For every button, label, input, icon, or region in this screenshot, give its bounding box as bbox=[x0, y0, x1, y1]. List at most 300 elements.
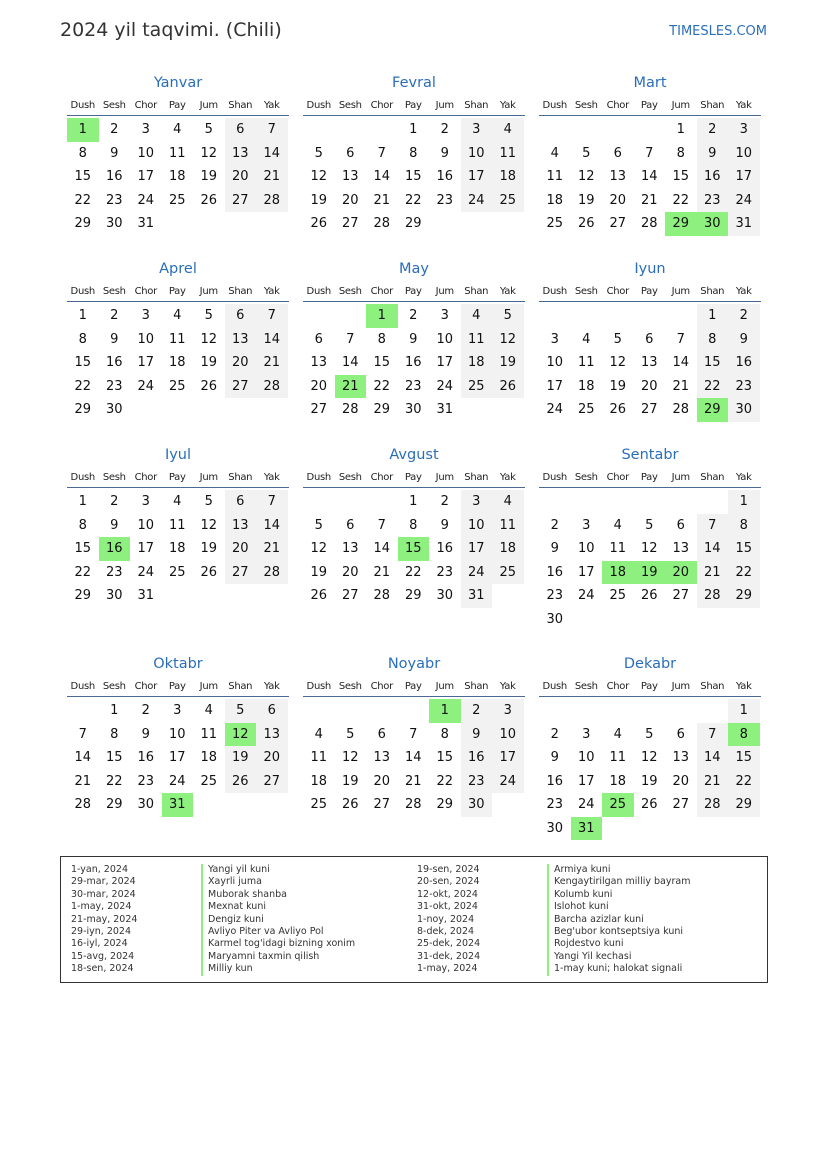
day-cell: 25 bbox=[310, 797, 328, 812]
weekday-label: Jum bbox=[671, 100, 690, 111]
day-cell: 30 bbox=[546, 611, 564, 627]
day-cell: 14 bbox=[256, 142, 288, 166]
day-cell: 5 bbox=[492, 304, 524, 328]
day-cell: 18 bbox=[577, 378, 595, 394]
day-cell: 10 bbox=[436, 331, 454, 347]
day-cell: 10 bbox=[168, 726, 186, 742]
day-cell: 7 bbox=[377, 517, 386, 533]
month-name: Avgust bbox=[389, 447, 439, 463]
page-title: 2024 yil taqvimi. (Chili) bbox=[60, 19, 282, 41]
day-cell: 14 bbox=[256, 514, 288, 538]
day-cell: 2 bbox=[697, 118, 729, 142]
day-cell: 8 bbox=[110, 726, 119, 742]
day-cell: 2 bbox=[728, 304, 760, 328]
day-cell: 15 bbox=[74, 169, 92, 184]
legend-dates-right bbox=[417, 864, 480, 976]
day-cell: 27 bbox=[310, 402, 328, 417]
weekday-label: Sesh bbox=[574, 286, 598, 297]
day-cell: 20 bbox=[341, 192, 359, 208]
day-cell: 11 bbox=[609, 541, 627, 556]
day-cell: 21 bbox=[74, 773, 92, 789]
weekday-label: Chor bbox=[606, 100, 629, 111]
day-cell: 8 bbox=[78, 145, 87, 161]
holiday-name: Maryamni taxmin qilish bbox=[201, 951, 355, 963]
day-cell: 1 bbox=[110, 703, 119, 718]
day-cell: 23 bbox=[436, 564, 454, 580]
holiday-cell: 25 bbox=[602, 793, 634, 817]
empty-cell bbox=[602, 304, 634, 328]
weekday-label: Dush bbox=[70, 286, 95, 297]
day-cell: 11 bbox=[577, 355, 595, 370]
day-cell: 10 bbox=[461, 514, 493, 538]
weekday-label: Chor bbox=[370, 472, 393, 483]
holiday-name: Kengaytirilgan milliy bayram bbox=[547, 876, 690, 888]
day-cell: 2 bbox=[550, 726, 559, 742]
day-cell: 25 bbox=[492, 561, 524, 585]
day-cell: 5 bbox=[346, 726, 355, 742]
day-cell: 25 bbox=[168, 378, 186, 394]
holiday-name: Islohot kuni bbox=[547, 901, 690, 913]
weekday-label: Sesh bbox=[574, 681, 598, 692]
day-cell: 18 bbox=[168, 169, 186, 184]
holiday-date: 21-may, 2024 bbox=[71, 913, 138, 925]
weekday-label: Shan bbox=[464, 286, 489, 297]
weekday-label: Yak bbox=[263, 286, 280, 297]
day-cell: 2 bbox=[110, 308, 119, 323]
day-cell: 27 bbox=[373, 797, 391, 812]
day-cell: 28 bbox=[640, 216, 658, 231]
weekday-label: Shan bbox=[228, 100, 253, 111]
day-cell: 3 bbox=[461, 490, 493, 514]
day-cell: 7 bbox=[697, 514, 729, 538]
day-cell: 30 bbox=[728, 398, 760, 422]
day-cell: 2 bbox=[409, 308, 418, 323]
day-cell: 18 bbox=[310, 773, 328, 789]
holiday-name: Xayrli juma bbox=[201, 876, 355, 888]
day-cell: 22 bbox=[74, 564, 92, 580]
weekday-label: Jum bbox=[435, 681, 454, 692]
weekday-header bbox=[539, 467, 761, 488]
holiday-cell: 31 bbox=[162, 793, 194, 817]
empty-cell bbox=[602, 699, 634, 723]
weekday-label: Jum bbox=[671, 472, 690, 483]
empty-cell bbox=[539, 304, 571, 328]
holiday-date: 31-okt, 2024 bbox=[417, 901, 478, 913]
day-cell: 19 bbox=[200, 541, 218, 556]
day-cell: 1 bbox=[78, 308, 87, 323]
day-cell: 17 bbox=[492, 746, 524, 770]
holiday-date: 1-noy, 2024 bbox=[417, 913, 475, 925]
day-cell: 26 bbox=[200, 192, 218, 208]
day-cell: 16 bbox=[728, 351, 760, 375]
weekday-label: Yak bbox=[499, 472, 516, 483]
weekday-label: Shan bbox=[700, 681, 725, 692]
day-cell: 11 bbox=[200, 726, 218, 742]
day-cell: 27 bbox=[672, 797, 690, 812]
day-cell: 12 bbox=[310, 169, 328, 184]
day-cell: 24 bbox=[137, 192, 155, 208]
weekday-label: Sesh bbox=[102, 286, 126, 297]
weekday-label: Chor bbox=[134, 681, 157, 692]
empty-cell bbox=[665, 699, 697, 723]
empty-cell bbox=[602, 118, 634, 142]
day-cell: 29 bbox=[404, 588, 422, 603]
day-cell: 12 bbox=[200, 145, 218, 161]
holiday-date: 1-yan, 2024 bbox=[71, 864, 128, 875]
day-cell: 25 bbox=[461, 375, 493, 399]
day-cell: 24 bbox=[546, 402, 564, 417]
month-dekabr bbox=[539, 653, 761, 840]
day-cell: 14 bbox=[697, 746, 729, 770]
holiday-legend bbox=[60, 856, 768, 983]
day-cell: 22 bbox=[436, 773, 454, 789]
holiday-cell: 29 bbox=[665, 212, 697, 236]
day-cell: 21 bbox=[256, 165, 288, 189]
holiday-date: 19-sen, 2024 bbox=[417, 864, 480, 875]
day-cell: 3 bbox=[582, 517, 591, 533]
day-cell: 13 bbox=[256, 723, 288, 747]
day-cell: 27 bbox=[225, 561, 257, 585]
day-cell: 20 bbox=[225, 165, 257, 189]
weekday-label: Yak bbox=[735, 681, 752, 692]
day-cell: 6 bbox=[346, 145, 355, 161]
day-cell: 27 bbox=[256, 770, 288, 794]
day-cell: 18 bbox=[200, 750, 218, 765]
holiday-date: 20-sen, 2024 bbox=[417, 876, 480, 888]
day-cell: 26 bbox=[200, 378, 218, 394]
weekday-label: Chor bbox=[370, 100, 393, 111]
empty-cell bbox=[634, 699, 666, 723]
day-cell: 3 bbox=[461, 118, 493, 142]
empty-cell bbox=[539, 118, 571, 142]
holiday-cell: 1 bbox=[67, 118, 99, 142]
day-cell: 19 bbox=[200, 355, 218, 370]
day-cell: 8 bbox=[728, 514, 760, 538]
day-cell: 22 bbox=[697, 375, 729, 399]
day-cell: 26 bbox=[225, 770, 257, 794]
day-cell: 26 bbox=[609, 402, 627, 417]
day-cell: 15 bbox=[436, 750, 454, 765]
holiday-name: Beg'ubor kontseptsiya kuni bbox=[547, 926, 690, 938]
day-cell: 27 bbox=[225, 189, 257, 213]
day-cell: 16 bbox=[546, 564, 564, 580]
weekday-label: Dush bbox=[306, 681, 331, 692]
holiday-cell: 31 bbox=[571, 817, 603, 841]
day-cell: 26 bbox=[341, 797, 359, 812]
day-cell: 21 bbox=[697, 561, 729, 585]
day-cell: 12 bbox=[492, 328, 524, 352]
day-cell: 12 bbox=[640, 541, 658, 556]
day-cell: 26 bbox=[640, 588, 658, 603]
days-grid bbox=[303, 118, 525, 236]
holiday-name: Rojdestvo kuni bbox=[547, 938, 690, 950]
day-cell: 17 bbox=[168, 750, 186, 765]
day-cell: 29 bbox=[436, 797, 454, 812]
day-cell: 2 bbox=[110, 122, 119, 137]
day-cell: 2 bbox=[550, 517, 559, 533]
day-cell: 20 bbox=[640, 378, 658, 394]
day-cell: 11 bbox=[168, 145, 186, 161]
day-cell: 15 bbox=[105, 750, 123, 765]
day-cell: 26 bbox=[577, 216, 595, 231]
weekday-label: Dush bbox=[70, 472, 95, 483]
day-cell: 7 bbox=[676, 331, 685, 347]
day-cell: 6 bbox=[613, 145, 622, 161]
day-cell: 25 bbox=[577, 402, 595, 417]
day-cell: 5 bbox=[645, 517, 654, 533]
day-cell: 1 bbox=[697, 304, 729, 328]
holiday-date: 30-mar, 2024 bbox=[71, 888, 136, 900]
weekday-label: Jum bbox=[435, 286, 454, 297]
day-cell: 10 bbox=[137, 517, 155, 533]
weekday-label: Dush bbox=[542, 681, 567, 692]
weekday-header bbox=[303, 95, 525, 116]
day-cell: 9 bbox=[440, 517, 449, 533]
day-cell: 13 bbox=[609, 169, 627, 184]
day-cell: 26 bbox=[640, 797, 658, 812]
day-cell: 17 bbox=[461, 165, 493, 189]
day-cell: 9 bbox=[461, 723, 493, 747]
day-cell: 21 bbox=[640, 192, 658, 208]
day-cell: 4 bbox=[173, 308, 182, 323]
day-cell: 5 bbox=[613, 331, 622, 347]
day-cell: 18 bbox=[168, 541, 186, 556]
day-cell: 23 bbox=[697, 189, 729, 213]
weekday-label: Shan bbox=[700, 472, 725, 483]
site-logo-link[interactable]: TIMESLES.COM bbox=[669, 24, 767, 39]
day-cell: 11 bbox=[492, 514, 524, 538]
day-cell: 21 bbox=[373, 564, 391, 580]
weekday-label: Pay bbox=[404, 100, 422, 111]
day-cell: 6 bbox=[377, 726, 386, 742]
empty-cell bbox=[697, 490, 729, 514]
weekday-label: Chor bbox=[606, 681, 629, 692]
month-iyul bbox=[67, 444, 289, 608]
weekday-label: Yak bbox=[735, 472, 752, 483]
day-cell: 4 bbox=[492, 490, 524, 514]
day-cell: 16 bbox=[404, 355, 422, 370]
holiday-date: 16-iyl, 2024 bbox=[71, 938, 128, 950]
holiday-cell: 16 bbox=[99, 537, 131, 561]
day-cell: 31 bbox=[436, 402, 454, 417]
day-cell: 2 bbox=[461, 699, 493, 723]
day-cell: 17 bbox=[436, 355, 454, 370]
day-cell: 1 bbox=[409, 122, 418, 137]
holiday-cell: 8 bbox=[728, 723, 760, 747]
month-name: Noyabr bbox=[387, 656, 441, 672]
empty-cell bbox=[539, 490, 571, 514]
day-cell: 9 bbox=[440, 145, 449, 161]
day-cell: 13 bbox=[310, 355, 328, 370]
weekday-header bbox=[67, 467, 289, 488]
holiday-name: 1-may kuni; halokat signali bbox=[547, 963, 690, 975]
day-cell: 8 bbox=[409, 145, 418, 161]
days-grid bbox=[67, 304, 289, 422]
day-cell: 11 bbox=[546, 169, 564, 184]
weekday-label: Jum bbox=[199, 472, 218, 483]
day-cell: 23 bbox=[728, 375, 760, 399]
day-cell: 3 bbox=[141, 122, 150, 137]
day-cell: 28 bbox=[74, 797, 92, 812]
day-cell: 20 bbox=[609, 192, 627, 208]
month-name: Mart bbox=[633, 75, 667, 91]
holiday-name: Kolumb kuni bbox=[547, 889, 690, 901]
day-cell: 15 bbox=[373, 355, 391, 370]
holiday-date: 12-okt, 2024 bbox=[417, 888, 478, 900]
day-cell: 27 bbox=[341, 588, 359, 603]
day-cell: 12 bbox=[200, 331, 218, 347]
day-cell: 10 bbox=[577, 750, 595, 765]
holiday-cell: 18 bbox=[602, 561, 634, 585]
empty-cell bbox=[366, 699, 398, 723]
holiday-date: 8-dek, 2024 bbox=[417, 926, 475, 938]
day-cell: 21 bbox=[672, 378, 690, 394]
empty-cell bbox=[398, 699, 430, 723]
month-name: Yanvar bbox=[153, 75, 203, 91]
day-cell: 17 bbox=[546, 378, 564, 394]
weekday-label: Dush bbox=[306, 100, 331, 111]
day-cell: 23 bbox=[436, 192, 454, 208]
empty-cell bbox=[366, 118, 398, 142]
day-cell: 10 bbox=[728, 142, 760, 166]
weekday-label: Pay bbox=[168, 681, 186, 692]
day-cell: 19 bbox=[310, 564, 328, 580]
day-cell: 4 bbox=[550, 145, 559, 161]
day-cell: 29 bbox=[404, 216, 422, 231]
day-cell: 9 bbox=[728, 328, 760, 352]
day-cell: 26 bbox=[200, 564, 218, 580]
legend-dates-left bbox=[71, 864, 137, 976]
day-cell: 23 bbox=[105, 378, 123, 394]
day-cell: 12 bbox=[200, 517, 218, 533]
day-cell: 3 bbox=[728, 118, 760, 142]
empty-cell bbox=[539, 699, 571, 723]
day-cell: 30 bbox=[546, 820, 564, 836]
day-cell: 28 bbox=[256, 189, 288, 213]
days-grid bbox=[539, 118, 761, 236]
day-cell: 4 bbox=[173, 122, 182, 137]
day-cell: 17 bbox=[137, 169, 155, 184]
empty-cell bbox=[335, 490, 367, 514]
weekday-label: Shan bbox=[700, 100, 725, 111]
empty-cell bbox=[303, 490, 335, 514]
day-cell: 13 bbox=[341, 169, 359, 184]
day-cell: 27 bbox=[640, 402, 658, 417]
day-cell: 5 bbox=[204, 494, 213, 509]
day-cell: 22 bbox=[105, 773, 123, 789]
weekday-header bbox=[303, 676, 525, 697]
day-cell: 29 bbox=[728, 793, 760, 817]
day-cell: 10 bbox=[577, 541, 595, 556]
day-cell: 17 bbox=[728, 165, 760, 189]
day-cell: 23 bbox=[137, 773, 155, 789]
month-name: Dekabr bbox=[623, 656, 677, 672]
weekday-label: Sesh bbox=[574, 472, 598, 483]
day-cell: 11 bbox=[492, 142, 524, 166]
day-cell: 5 bbox=[204, 122, 213, 137]
day-cell: 4 bbox=[613, 726, 622, 742]
day-cell: 3 bbox=[141, 308, 150, 323]
day-cell: 16 bbox=[461, 746, 493, 770]
day-cell: 13 bbox=[640, 355, 658, 370]
day-cell: 29 bbox=[373, 402, 391, 417]
weekday-label: Chor bbox=[134, 472, 157, 483]
day-cell: 9 bbox=[110, 517, 119, 533]
day-cell: 2 bbox=[141, 703, 150, 718]
day-cell: 7 bbox=[346, 331, 355, 347]
day-cell: 19 bbox=[200, 169, 218, 184]
weekday-label: Sesh bbox=[574, 100, 598, 111]
weekday-label: Dush bbox=[542, 286, 567, 297]
day-cell: 10 bbox=[492, 723, 524, 747]
weekday-label: Dush bbox=[542, 100, 567, 111]
day-cell: 13 bbox=[672, 750, 690, 765]
day-cell: 16 bbox=[436, 541, 454, 556]
day-cell: 23 bbox=[546, 588, 564, 603]
month-name: Aprel bbox=[159, 261, 197, 277]
day-cell: 23 bbox=[105, 564, 123, 580]
day-cell: 28 bbox=[697, 584, 729, 608]
day-cell: 10 bbox=[137, 331, 155, 347]
day-cell: 6 bbox=[225, 304, 257, 328]
weekday-label: Yak bbox=[499, 681, 516, 692]
weekday-label: Yak bbox=[263, 100, 280, 111]
month-name: Iyun bbox=[634, 261, 666, 277]
holiday-cell: 30 bbox=[697, 212, 729, 236]
day-cell: 13 bbox=[225, 142, 257, 166]
weekday-label: Shan bbox=[228, 472, 253, 483]
day-cell: 6 bbox=[645, 331, 654, 347]
day-cell: 19 bbox=[640, 773, 658, 789]
weekday-label: Jum bbox=[671, 286, 690, 297]
day-cell: 18 bbox=[609, 773, 627, 789]
day-cell: 22 bbox=[74, 378, 92, 394]
empty-cell bbox=[303, 699, 335, 723]
empty-cell bbox=[303, 118, 335, 142]
empty-cell bbox=[697, 699, 729, 723]
weekday-header bbox=[539, 676, 761, 697]
day-cell: 14 bbox=[373, 541, 391, 556]
weekday-label: Shan bbox=[464, 681, 489, 692]
day-cell: 6 bbox=[314, 331, 323, 347]
holiday-cell: 1 bbox=[366, 304, 398, 328]
day-cell: 4 bbox=[204, 703, 213, 718]
day-cell: 8 bbox=[78, 517, 87, 533]
day-cell: 28 bbox=[697, 793, 729, 817]
empty-cell bbox=[335, 118, 367, 142]
day-cell: 19 bbox=[225, 746, 257, 770]
day-cell: 4 bbox=[173, 494, 182, 509]
day-cell: 18 bbox=[492, 165, 524, 189]
weekday-label: Dush bbox=[70, 681, 95, 692]
day-cell: 13 bbox=[341, 541, 359, 556]
month-name: Sentabr bbox=[621, 447, 679, 463]
day-cell: 24 bbox=[492, 770, 524, 794]
day-cell: 20 bbox=[256, 746, 288, 770]
day-cell: 30 bbox=[461, 793, 493, 817]
holiday-name: Dengiz kuni bbox=[201, 914, 355, 926]
day-cell: 3 bbox=[492, 699, 524, 723]
day-cell: 9 bbox=[409, 331, 418, 347]
weekday-label: Pay bbox=[640, 100, 658, 111]
day-cell: 18 bbox=[546, 192, 564, 208]
weekday-header bbox=[67, 281, 289, 302]
weekday-label: Pay bbox=[168, 100, 186, 111]
day-cell: 29 bbox=[728, 584, 760, 608]
day-cell: 18 bbox=[461, 351, 493, 375]
weekday-label: Pay bbox=[404, 472, 422, 483]
day-cell: 20 bbox=[373, 773, 391, 789]
